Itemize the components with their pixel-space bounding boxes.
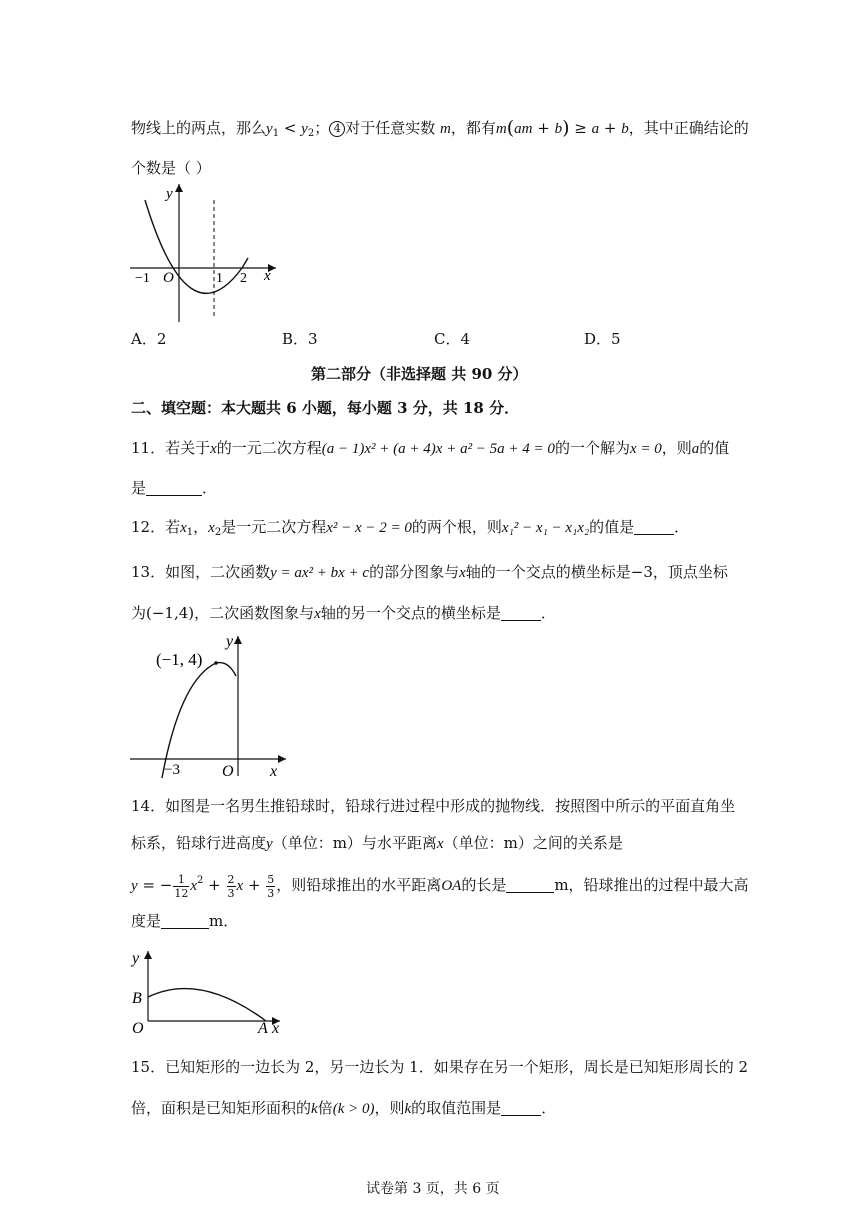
q10-tick-2: 2 bbox=[240, 271, 247, 286]
denominator: 3 bbox=[267, 886, 275, 900]
part2-title: 第二部分（非选择题 共 90 分） bbox=[311, 365, 528, 383]
equation: x² − x − 2 = 0 bbox=[326, 520, 412, 536]
q10-line2: 个数是（ ） bbox=[131, 159, 211, 177]
q15-line2 bbox=[131, 1096, 556, 1121]
function: y = ax² + bx + c bbox=[270, 565, 370, 581]
var: m bbox=[495, 121, 507, 137]
var: k bbox=[404, 1101, 412, 1117]
text: ，则 bbox=[661, 439, 692, 457]
answer-blank[interactable] bbox=[146, 479, 202, 496]
condition: (k > 0) bbox=[332, 1101, 375, 1117]
denominator: 12 bbox=[174, 886, 189, 900]
text: ． bbox=[674, 518, 690, 536]
option-b[interactable]: B．3 bbox=[282, 330, 318, 348]
numerator: 5 bbox=[267, 872, 275, 886]
answer-blank[interactable] bbox=[161, 912, 209, 929]
q13-parabola-graph bbox=[130, 630, 290, 780]
q14-b-label: B bbox=[132, 990, 142, 1007]
numerator: 1 bbox=[173, 873, 189, 887]
text: ． bbox=[540, 604, 556, 622]
section-heading: 二、填空题：本大题共 6 小题，每小题 3 分，共 18 分． bbox=[131, 399, 520, 417]
q10-origin-label: O bbox=[163, 270, 174, 286]
text: 的取值范围是 bbox=[411, 1099, 502, 1117]
op: + bbox=[243, 876, 266, 894]
text: ，其中正确结论的 bbox=[628, 119, 749, 137]
q13-x-label: x bbox=[270, 763, 278, 780]
denominator: 3 bbox=[227, 886, 235, 900]
fraction bbox=[227, 873, 236, 900]
var: a bbox=[691, 441, 700, 457]
option-a[interactable]: A．2 bbox=[131, 330, 167, 348]
q14-line4 bbox=[131, 909, 238, 933]
q10-x-label: x bbox=[264, 268, 271, 284]
q10-y-label: y bbox=[166, 186, 173, 202]
q14-y-label: y bbox=[132, 950, 140, 967]
text: 标系，铅球行进高度 bbox=[131, 834, 267, 852]
sub: 2 bbox=[307, 128, 315, 139]
fraction bbox=[266, 873, 275, 900]
op: + bbox=[203, 876, 226, 894]
text: （单位：m）之间的关系是 bbox=[443, 834, 623, 852]
q10-parabola-graph bbox=[130, 182, 280, 322]
var: b bbox=[554, 121, 563, 137]
q13-line1 bbox=[131, 560, 728, 585]
text: ，则 bbox=[374, 1099, 405, 1117]
vertex: (−1,4) bbox=[146, 604, 195, 622]
sup: 2 bbox=[197, 875, 204, 886]
text: 倍 bbox=[317, 1099, 333, 1117]
var: x bbox=[436, 836, 444, 852]
var: b bbox=[621, 121, 629, 137]
text: 的部分图象与 bbox=[369, 563, 460, 581]
text: 轴的另一个交点的横坐标是 bbox=[320, 604, 501, 622]
var: x bbox=[180, 520, 187, 536]
var: am bbox=[514, 121, 533, 137]
q14-a-label: A bbox=[258, 1020, 268, 1037]
paren: ) bbox=[562, 117, 570, 139]
var: x bbox=[210, 441, 217, 457]
op: < bbox=[279, 119, 302, 137]
paren: ( bbox=[506, 117, 515, 139]
circled-number: 4 bbox=[329, 121, 345, 137]
op: ≥ bbox=[569, 119, 592, 137]
q13-vertex-label: (−1, 4) bbox=[156, 650, 203, 669]
q14-trajectory-graph bbox=[130, 947, 290, 1037]
q14-x-label: x bbox=[272, 1020, 280, 1037]
text: 为 bbox=[131, 604, 147, 622]
sub: 1 bbox=[272, 128, 280, 139]
text: 物线上的两点，那么 bbox=[131, 119, 267, 137]
text: 是 bbox=[131, 479, 147, 497]
var: x bbox=[459, 565, 466, 581]
q13-tick-neg3: −3 bbox=[164, 762, 180, 778]
q10-tick-neg1: −1 bbox=[135, 271, 150, 286]
text: 的值是 bbox=[589, 518, 635, 536]
text: 轴的一个交点的横坐标是 bbox=[465, 563, 631, 581]
text: 12．若 bbox=[131, 518, 181, 536]
text: m． bbox=[209, 912, 239, 930]
sub: 2 bbox=[214, 527, 222, 538]
q14-line2 bbox=[131, 831, 623, 856]
text: 度是 bbox=[131, 912, 162, 930]
q10-tick-1: 1 bbox=[216, 271, 223, 286]
text: ，二次函数图象与 bbox=[194, 604, 315, 622]
text: ． bbox=[541, 1099, 557, 1117]
page-footer: 试卷第 3 页，共 6 页 bbox=[366, 1181, 500, 1197]
var-y2: y bbox=[301, 121, 308, 137]
equation: (a − 1)x² + (a + 4)x + a² − 5a + 4 = 0 bbox=[321, 441, 555, 457]
text: 的两个根，则 bbox=[411, 518, 502, 536]
option-c[interactable]: C．4 bbox=[434, 330, 471, 348]
text: ，都有 bbox=[450, 119, 496, 137]
option-d[interactable]: D．5 bbox=[584, 330, 621, 348]
text: 的值 bbox=[699, 439, 730, 457]
op: = − bbox=[137, 876, 173, 894]
text: 对于任意实数 bbox=[345, 119, 436, 137]
var: y bbox=[266, 836, 273, 852]
q15-line1: 15．已知矩形的一边长为 2，另一边长为 1．如果存在另一个矩形，周长是已知矩形周长的 2 bbox=[131, 1058, 749, 1076]
var: a bbox=[591, 121, 600, 137]
q10-line1 bbox=[131, 116, 749, 146]
var-m: m bbox=[440, 121, 451, 137]
value: −3 bbox=[630, 563, 653, 581]
q14-line3 bbox=[131, 864, 749, 903]
numerator: 2 bbox=[227, 872, 235, 886]
expression: x₁² − x₁ − x₁x₂ bbox=[501, 520, 590, 536]
sub: 1 bbox=[186, 527, 194, 538]
q11-line2 bbox=[131, 476, 217, 500]
fraction bbox=[173, 873, 189, 900]
text: 是一元二次方程 bbox=[221, 518, 327, 536]
answer-blank[interactable] bbox=[501, 1099, 541, 1116]
var: x bbox=[314, 606, 321, 622]
q11-line1 bbox=[131, 436, 729, 461]
text: 的一元二次方程 bbox=[216, 439, 322, 457]
q14-line1: 14．如图是一名男生推铅球时，铅球行进过程中形成的抛物线．按照图中所示的平面直角坐 bbox=[131, 797, 736, 815]
var: k bbox=[311, 1101, 318, 1117]
answer-blank[interactable] bbox=[501, 604, 541, 621]
text: 11．若关于 bbox=[131, 439, 211, 457]
answer-blank[interactable] bbox=[506, 876, 554, 893]
answer-blank[interactable] bbox=[634, 518, 674, 535]
q12-line bbox=[131, 515, 689, 545]
text: （单位：m）与水平距离 bbox=[272, 834, 437, 852]
q14-origin-label: O bbox=[132, 1020, 144, 1037]
q13-y-label: y bbox=[226, 633, 234, 650]
q13-line2 bbox=[131, 601, 556, 626]
solution: x = 0 bbox=[629, 441, 662, 457]
text: m，铅球推出的过程中最大高 bbox=[554, 876, 749, 894]
text: 倍，面积是已知矩形面积的 bbox=[131, 1099, 312, 1117]
text: 13．如图，二次函数 bbox=[131, 563, 271, 581]
op: + bbox=[599, 119, 622, 137]
text: ，则铅球推出的水平距离 bbox=[276, 876, 442, 894]
segment: OA bbox=[441, 878, 462, 894]
q13-origin-label: O bbox=[222, 763, 234, 780]
var: x bbox=[190, 878, 198, 894]
text: ． bbox=[202, 479, 218, 497]
var: x bbox=[208, 520, 215, 536]
var: y bbox=[131, 878, 138, 894]
text: ，顶点坐标 bbox=[652, 563, 728, 581]
var: x bbox=[236, 878, 244, 894]
op: + bbox=[532, 119, 555, 137]
var-y1: y bbox=[266, 121, 273, 137]
text: ， bbox=[193, 518, 209, 536]
text: 的一个解为 bbox=[554, 439, 630, 457]
text: 的长是 bbox=[461, 876, 507, 894]
sep: ； bbox=[314, 119, 330, 137]
